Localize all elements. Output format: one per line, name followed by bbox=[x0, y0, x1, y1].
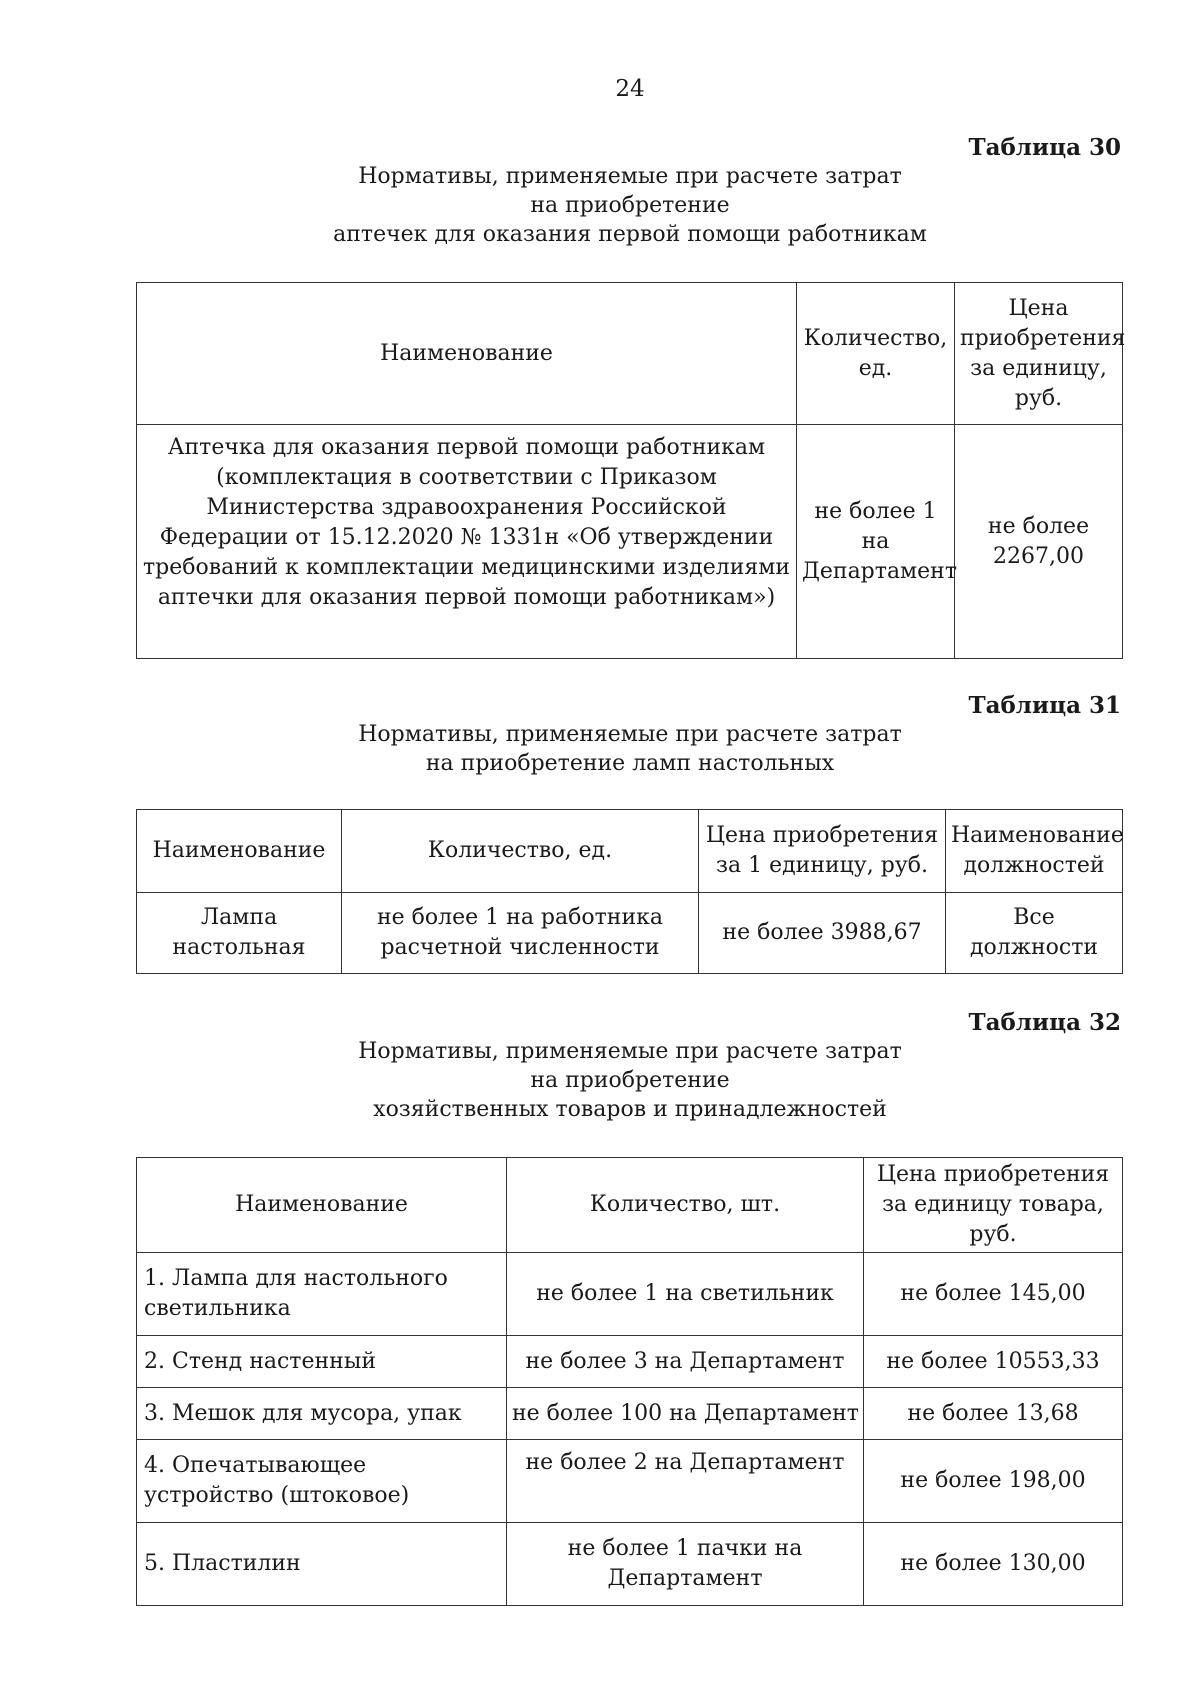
table-32-caption-line: Нормативы, применяемые при расчете затрат bbox=[358, 1039, 902, 1064]
table-31-caption-line: на приобретение ламп настольных bbox=[425, 751, 835, 776]
table-30-label: Таблица 30 bbox=[968, 134, 1121, 161]
table-32-caption-line: на приобретение bbox=[530, 1068, 730, 1093]
table-row bbox=[137, 1440, 1123, 1523]
table-32-cell-qty: не более 100 на Департамент bbox=[507, 1388, 864, 1440]
table-32-cell-qty: не более 1 пачки на Департамент bbox=[507, 1523, 864, 1606]
table-30 bbox=[136, 282, 1126, 659]
table-row bbox=[137, 1253, 1123, 1336]
table-30-header-price: Цена приобретения за единицу, руб. bbox=[955, 283, 1123, 425]
table-31 bbox=[136, 809, 1123, 974]
table-32-label: Таблица 32 bbox=[968, 1009, 1121, 1036]
table-32-header-row bbox=[137, 1158, 1123, 1253]
table-30-header-row bbox=[137, 283, 1123, 425]
table-30-header-name: Наименование bbox=[137, 283, 797, 425]
table-31-cell-price: не более 3988,67 bbox=[699, 893, 946, 974]
table-row bbox=[137, 893, 1123, 974]
table-31-caption bbox=[0, 720, 1200, 778]
table-30-caption bbox=[0, 162, 1200, 249]
table-32-cell-qty: не более 1 на светильник bbox=[507, 1253, 864, 1336]
table-32-cell-name: 3. Мешок для мусора, упак bbox=[137, 1388, 507, 1440]
table-31-header-qty: Количество, ед. bbox=[342, 810, 699, 893]
table-30-cell-name: Аптечка для оказания первой помощи работникам (комплектация в соответствии с Приказом Министерства здравоохранения Российской Федерации от 15.12.2020 № 1331н «Об утверждении требований к комплектации медицинскими изделиями аптечки для оказания первой помощи работникам») bbox=[137, 425, 797, 659]
table-32-cell-qty: не более 3 на Департамент bbox=[507, 1336, 864, 1388]
table-32-cell-name: 5. Пластилин bbox=[137, 1523, 507, 1606]
table-32-caption bbox=[0, 1037, 1200, 1124]
table-32-cell-price: не более 13,68 bbox=[864, 1388, 1123, 1440]
table-32-header-name: Наименование bbox=[137, 1158, 507, 1253]
table-row bbox=[137, 425, 1123, 659]
table-32-cell-price: не более 198,00 bbox=[864, 1440, 1123, 1523]
table-32-cell-qty: не более 2 на Департамент bbox=[507, 1440, 864, 1523]
table-row bbox=[137, 1523, 1123, 1606]
table-31-header-price: Цена приобретения за 1 единицу, руб. bbox=[699, 810, 946, 893]
table-32-header-qty: Количество, шт. bbox=[507, 1158, 864, 1253]
table-32-header-price: Цена приобретения за единицу товара, руб. bbox=[864, 1158, 1123, 1253]
table-32-cell-price: не более 145,00 bbox=[864, 1253, 1123, 1336]
table-32-caption-line: хозяйственных товаров и принадлежностей bbox=[373, 1097, 887, 1122]
table-31-cell-qty: не более 1 на работника расчетной численности bbox=[342, 893, 699, 974]
table-31-cell-name: Лампа настольная bbox=[137, 893, 342, 974]
table-31-header-row bbox=[137, 810, 1123, 893]
table-32 bbox=[136, 1157, 1123, 1606]
table-32-cell-name: 2. Стенд настенный bbox=[137, 1336, 507, 1388]
table-31-caption-line: Нормативы, применяемые при расчете затрат bbox=[358, 722, 902, 747]
table-30-cell-price: не более 2267,00 bbox=[955, 425, 1123, 659]
table-30-caption-line: на приобретение bbox=[530, 193, 730, 218]
table-32-cell-name: 1. Лампа для настольного светильника bbox=[137, 1253, 507, 1336]
table-row bbox=[137, 1336, 1123, 1388]
table-row bbox=[137, 1388, 1123, 1440]
table-31-header-name: Наименование bbox=[137, 810, 342, 893]
table-30-cell-qty: не более 1 на Департамент bbox=[797, 425, 955, 659]
table-31-header-positions: Наименование должностей bbox=[946, 810, 1123, 893]
table-31-cell-positions: Все должности bbox=[946, 893, 1123, 974]
page-number: 24 bbox=[615, 76, 645, 102]
table-30-caption-line: аптечек для оказания первой помощи работникам bbox=[333, 222, 927, 247]
table-30-caption-line: Нормативы, применяемые при расчете затрат bbox=[358, 164, 902, 189]
table-32-cell-name: 4. Опечатывающее устройство (штоковое) bbox=[137, 1440, 507, 1523]
table-32-cell-price: не более 10553,33 bbox=[864, 1336, 1123, 1388]
table-32-cell-price: не более 130,00 bbox=[864, 1523, 1123, 1606]
table-30-header-qty: Количество, ед. bbox=[797, 283, 955, 425]
table-31-label: Таблица 31 bbox=[968, 692, 1121, 719]
